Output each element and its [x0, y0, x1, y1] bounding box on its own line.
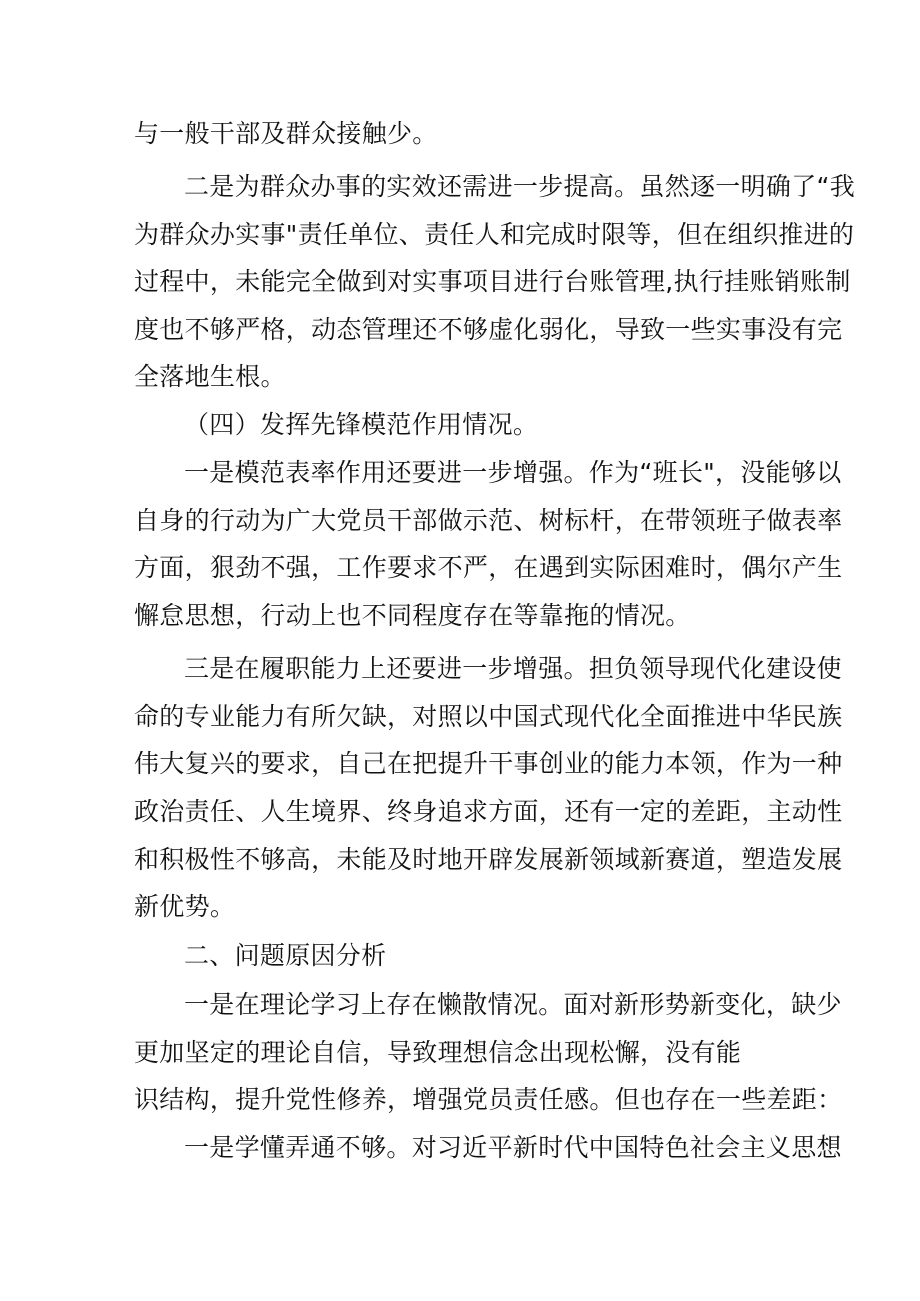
text-line: 自身的行动为广大党员干部做示范、树标杆，在带领班子做表率 [134, 506, 843, 535]
text-line: 一是模范表率作用还要进一步增强。作为“班长"，没能够以 [184, 458, 842, 487]
text-line: 和积极性不够高，未能及时地开辟发展新领域新赛道，塑造发展 [134, 845, 843, 874]
section-heading: 二、问题原因分析 [184, 941, 387, 970]
text-line: 新优势。 [134, 892, 236, 921]
text-line: 一是在理论学习上存在懒散情况。面对新形势新变化，缺少 [184, 990, 842, 1019]
text-line: 度也不够严格，动态管理还不够虚化弱化，导致一些实事没有完 [134, 315, 843, 344]
text-line: 政治责任、人生境界、终身追求方面，还有一定的差距，主动性 [134, 797, 843, 826]
text-line: 与一般干部及群众接触少。 [134, 119, 438, 148]
text-line: 更加坚定的理论自信，导致理想信念出现松懈，没有能 [134, 1038, 742, 1067]
text-line: 二是为群众办事的实效还需进一步提高。虽然逐一明确了“我 [184, 172, 856, 201]
text-line: 为群众办实事"责任单位、责任人和完成时限等，但在组织推进的 [134, 220, 855, 249]
text-line: 一是学懂弄通不够。对习近平新时代中国特色社会主义思想 [184, 1133, 842, 1162]
text-line: 三是在履职能力上还要进一步增强。担负领导现代化建设使 [184, 654, 842, 683]
text-line: 懈怠思想，行动上也不同程度存在等靠拖的情况。 [134, 601, 691, 630]
text-line: 全落地生根。 [134, 362, 286, 391]
text-line: 方面，狠劲不强，工作要求不严，在遇到实际困难时，偶尔产生 [134, 553, 843, 582]
text-line: 伟大复兴的要求，自己在把提升干事创业的能力本领，作为一种 [134, 749, 843, 778]
text-line: 过程中，未能完全做到对实事项目进行台账管理,执行挂账销账制 [134, 267, 851, 296]
text-line: 识结构，提升党性修养，增强党员责任感。但也存在一些差距： [134, 1085, 843, 1114]
section-heading: （四）发挥先锋模范作用情况。 [184, 410, 539, 439]
text-line: 命的专业能力有所欠缺，对照以中国式现代化全面推进中华民族 [134, 702, 843, 731]
